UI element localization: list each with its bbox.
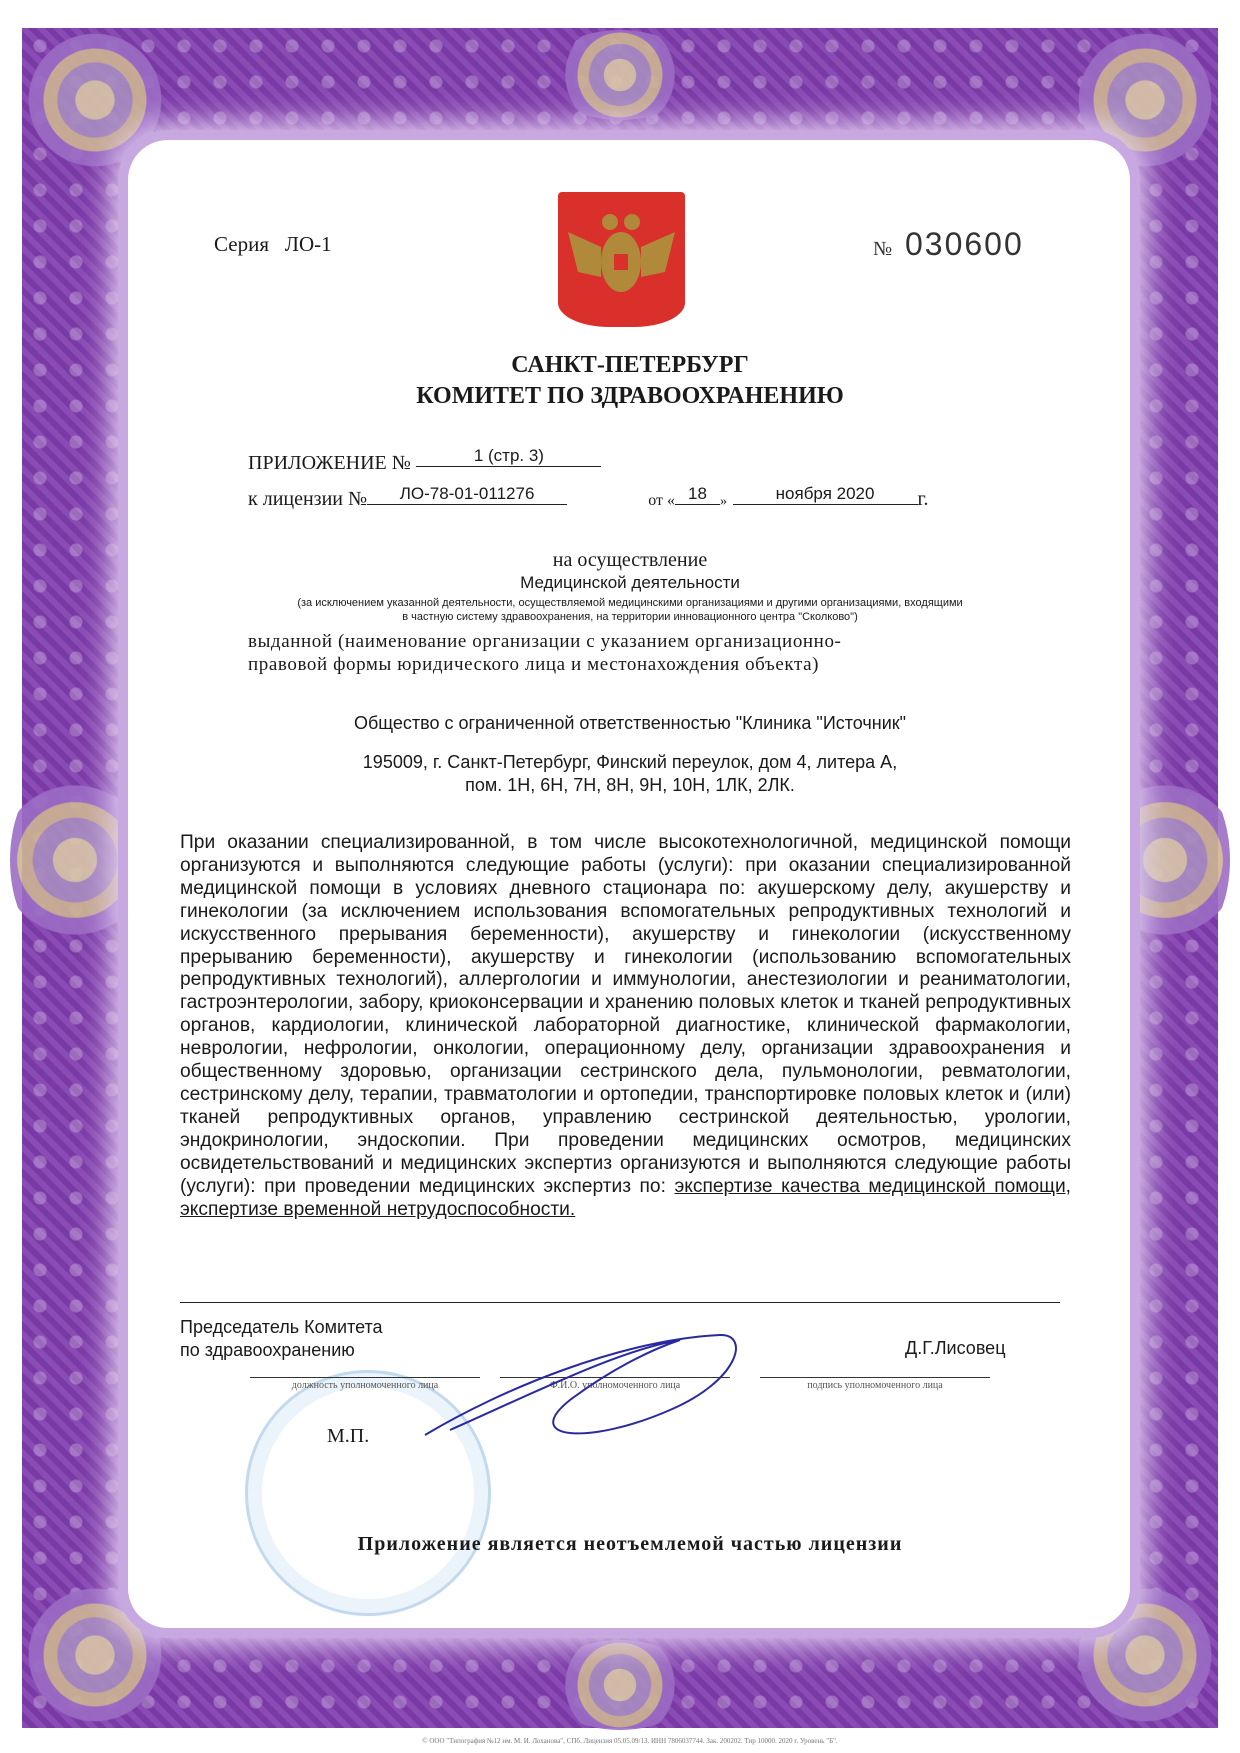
appendix-value: 1 (стр. 3) <box>416 446 601 467</box>
date-from-label: от « <box>648 492 675 509</box>
note-line: в частную систему здравоохранения, на территории инновационного центра "Сколково") <box>402 611 858 623</box>
organization-name: Общество с ограниченной ответственностью "Клиника "Источник" <box>353 713 907 733</box>
series-label: Серия <box>214 232 269 256</box>
number-value: 030600 <box>904 226 1024 262</box>
bottom-ornament <box>545 1640 695 1730</box>
services-last-line: экспертизе качества медицинской помощи, экспертизе временной нетрудоспособности. <box>180 1175 1071 1220</box>
name-caption: Ф.И.О. уполномоченного лица <box>500 1377 730 1391</box>
date-day-close: » <box>719 494 727 509</box>
services-paragraph <box>180 832 1071 1221</box>
coat-of-arms-emblem <box>558 192 685 327</box>
license-number <box>873 226 1024 263</box>
handwritten-signature <box>420 1320 740 1460</box>
seal-label: М.П. <box>327 1425 370 1447</box>
committee-title: КОМИТЕТ ПО ЗДРАВООХРАНЕНИЮ <box>416 383 844 409</box>
date-month-year: ноября 2020 <box>733 484 918 505</box>
caption-line: правовой формы юридического лица и местонахождения объекта) <box>248 654 820 675</box>
activity-type: Медицинской деятельности <box>520 573 740 592</box>
series <box>214 232 332 257</box>
city-title: САНКТ-ПЕТЕРБУРГ <box>511 352 749 378</box>
purpose-intro: на осуществление <box>552 549 708 571</box>
integral-part-note: Приложение является неотъемлемой частью лицензии <box>357 1533 903 1555</box>
series-value: ЛО-1 <box>284 232 332 256</box>
appendix-label: ПРИЛОЖЕНИЕ № <box>248 452 411 474</box>
signature-caption: подпись уполномоченного лица <box>760 1377 990 1391</box>
position-caption: должность уполномоченного лица <box>250 1377 480 1391</box>
services-text: При оказании специализированной, в том числе высокотехнологичной, медицинской помощи организуются и выполняются следующие работы (услуги): при оказании специализированной медицинской помощи в условиях дневного стационара по: акушерскому делу, акушерству и гинекологии (за исключением использования вспомогательных репродуктивных технологий и искусственного прерывания беременности), акушерству и гинекологии (искусственному прерыванию беременности), акушерству и гинекологии (использованию вспомогательных репродуктивных технологий), аллергологии и иммунологии, анестезиологии и реаниматологии, гастроэнтерологии, забору, криоконсервации и хранению половых клеток и тканей репродуктивных органов, кардиологии, клинической лабораторной диагностике, клинической фармакологии, неврологии, нефрологии, онкологии, операционному делу, организации здравоохранения и общественному здоровью, организации сестринского дела, пульмонологии, ревматологии, сестринскому делу, терапии, травматологии и ортопедии, транспортировке половых клеток и (или) тканей репродуктивных органов, управлению сестринской деятельностью, урологии, эндокринологии, эндоскопии. При проведении медицинских осмотров, медицинских освидетельствований и медицинских экспертиз организуются и выполняются следующие работы (услуги): при проведении медицинских экспертиз по: <box>180 832 1071 1197</box>
number-label: № <box>873 238 895 260</box>
address-line: пом. 1Н, 6Н, 7Н, 8Н, 9Н, 10Н, 1ЛК, 2ЛК. <box>465 775 795 795</box>
signer-position <box>180 1316 383 1362</box>
printer-imprint: © ООО "Типография №12 им. М. И. Лоханова", СПб. Лицензия 05.05.09/13. ИНН 7806037744. Зак. 200202. Тир 10000. 2020 г. Уровень "Б". <box>422 1737 838 1745</box>
license-label: к лицензии № <box>248 488 368 510</box>
issued-to-caption <box>248 630 841 676</box>
position-line: по здравоохранению <box>180 1340 355 1360</box>
signer-name: Д.Г.Лисовец <box>905 1338 1006 1358</box>
activity-note <box>130 596 1130 624</box>
side-ornament <box>10 760 140 960</box>
year-suffix: г. <box>917 488 929 510</box>
caption-line: выданной (наименование организации с указанием организационно- <box>248 631 842 652</box>
issuer-title <box>130 350 1130 412</box>
license-line <box>248 484 929 511</box>
date-day: 18 <box>675 484 720 505</box>
organization-address <box>130 751 1130 797</box>
appendix-line <box>248 446 601 475</box>
position-line: Председатель Комитета <box>180 1317 383 1337</box>
note-line: (за исключением указанной деятельности, осуществляемой медицинскими организациями и другими организациями, входящими <box>297 597 963 609</box>
address-line: 195009, г. Санкт-Петербург, Финский переулок, дом 4, литера А, <box>362 752 898 772</box>
separator-line <box>180 1302 1060 1303</box>
license-number-value: ЛО-78-01-011276 <box>367 484 567 505</box>
top-ornament <box>545 30 695 120</box>
